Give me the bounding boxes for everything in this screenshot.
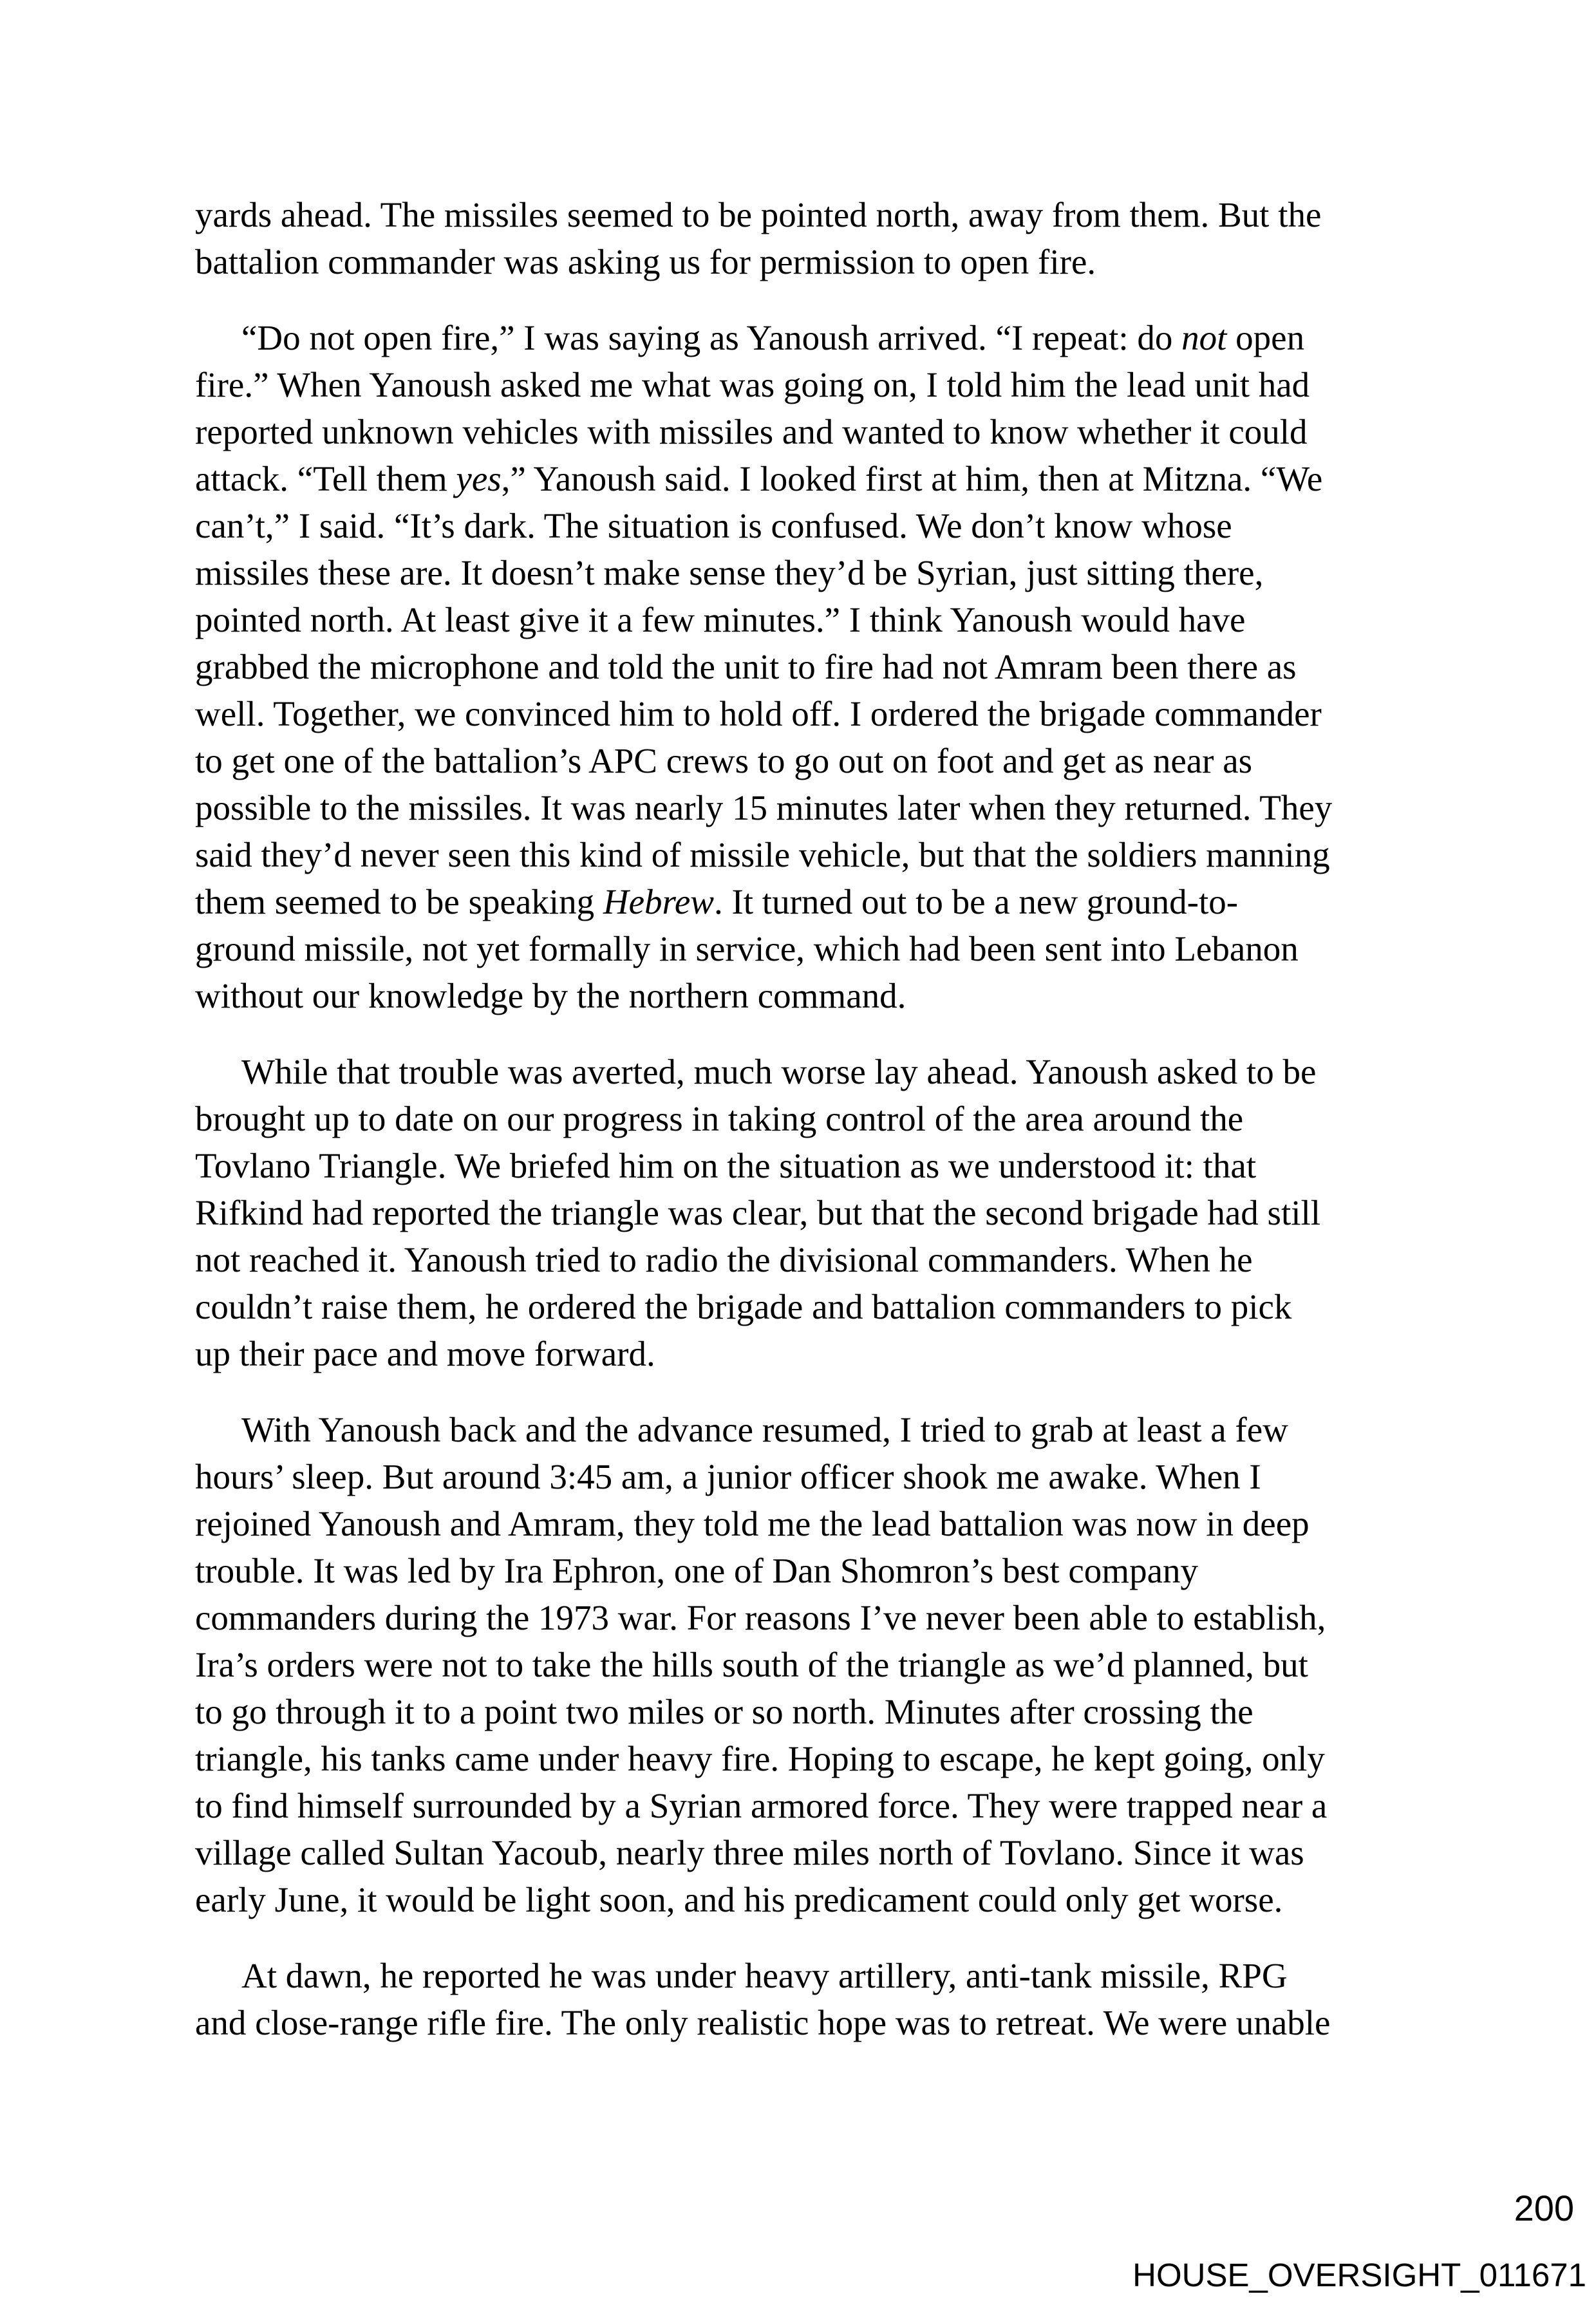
text-line [195, 1688, 1425, 1735]
text-line [195, 1999, 1425, 2046]
text-run: not reached it. Yanoush tried to radio the divisional commanders. When he [195, 1240, 1253, 1279]
text-line [195, 784, 1425, 831]
text-run: missiles these are. It doesn’t make sense they’d be Syrian, just sitting there, [195, 553, 1264, 592]
text-run: With Yanoush back and the advance resumed, I tried to grab at least a few [241, 1410, 1288, 1449]
text-run: without our knowledge by the northern command. [195, 976, 906, 1015]
text-line [195, 1876, 1425, 1923]
paragraph [195, 314, 1425, 1019]
italic-text-run: not [1181, 318, 1227, 357]
text-line [195, 361, 1425, 408]
italic-text-run: Hebrew [603, 882, 714, 921]
text-run: to find himself surrounded by a Syrian armored force. They were trapped near a [195, 1786, 1328, 1825]
text-line [195, 878, 1425, 925]
text-run: to go through it to a point two miles or so north. Minutes after crossing the [195, 1692, 1253, 1731]
text-run: to get one of the battalion’s APC crews to go out on foot and get as near as [195, 741, 1253, 780]
text-line [195, 643, 1425, 690]
text-run: them seemed to be speaking [195, 882, 603, 921]
text-line [195, 1406, 1425, 1453]
text-line [195, 1641, 1425, 1688]
text-line [195, 1453, 1425, 1500]
text-run: pointed north. At least give it a few minutes.” I think Yanoush would have [195, 600, 1246, 639]
text-run: and close-range rifle fire. The only realistic hope was to retreat. We were unable [195, 2003, 1331, 2042]
text-line [195, 1829, 1425, 1876]
text-run: hours’ sleep. But around 3:45 am, a junior officer shook me awake. When I [195, 1457, 1261, 1496]
text-run: reported unknown vehicles with missiles and wanted to know whether it could [195, 412, 1308, 451]
paragraph [195, 191, 1425, 285]
text-run: attack. “Tell them [195, 459, 456, 498]
text-line [195, 1547, 1425, 1594]
text-line [195, 1095, 1425, 1142]
text-run: brought up to date on our progress in taking control of the area around the [195, 1099, 1244, 1138]
text-run: While that trouble was averted, much worse lay ahead. Yanoush asked to be [241, 1052, 1317, 1091]
text-line [195, 238, 1425, 285]
text-line [195, 737, 1425, 784]
bates-stamp: HOUSE_OVERSIGHT_011671 [1132, 2257, 1586, 2293]
text-run: battalion commander was asking us for permission to open fire. [195, 242, 1096, 281]
text-run: commanders during the 1973 war. For reasons I’ve never been able to establish, [195, 1598, 1326, 1637]
text-run: village called Sultan Yacoub, nearly three miles north of Tovlano. Since it was [195, 1833, 1304, 1872]
text-line [195, 1735, 1425, 1782]
text-run: yards ahead. The missiles seemed to be pointed north, away from them. But the [195, 195, 1322, 234]
text-run: said they’d never seen this kind of missile vehicle, but that the soldiers manning [195, 835, 1330, 874]
text-line [195, 549, 1425, 596]
text-run: ,” Yanoush said. I looked first at him, then at Mitzna. “We [501, 459, 1323, 498]
text-run: open [1226, 318, 1305, 357]
text-run: Rifkind had reported the triangle was clear, but that the second brigade had still [195, 1193, 1321, 1232]
text-run: triangle, his tanks came under heavy fire. Hoping to escape, he kept going, only [195, 1739, 1325, 1778]
text-run: can’t,” I said. “It’s dark. The situation is confused. We don’t know whose [195, 506, 1232, 545]
text-run: fire.” When Yanoush asked me what was going on, I told him the lead unit had [195, 365, 1310, 404]
text-line [195, 455, 1425, 502]
document-body [195, 191, 1425, 2046]
text-line [195, 314, 1425, 361]
text-run: possible to the missiles. It was nearly 15 minutes later when they returned. They [195, 788, 1333, 827]
text-run: couldn’t raise them, he ordered the brigade and battalion commanders to pick [195, 1287, 1292, 1326]
text-line [195, 925, 1425, 972]
text-run: trouble. It was led by Ira Ephron, one of Dan Shomron’s best company [195, 1551, 1198, 1590]
text-run: Tovlano Triangle. We briefed him on the situation as we understood it: that [195, 1146, 1257, 1185]
text-line [195, 1500, 1425, 1547]
paragraph [195, 1048, 1425, 1377]
text-run: ground missile, not yet formally in service, which had been sent into Lebanon [195, 929, 1299, 968]
text-run: At dawn, he reported he was under heavy artillery, anti-tank missile, RPG [241, 1956, 1288, 1995]
text-line [195, 596, 1425, 643]
text-run: rejoined Yanoush and Amram, they told me the lead battalion was now in deep [195, 1504, 1310, 1543]
text-line [195, 1283, 1425, 1330]
page-number: 200 [1514, 2188, 1574, 2228]
italic-text-run: yes [456, 459, 502, 498]
text-line [195, 1330, 1425, 1377]
text-line [195, 502, 1425, 549]
text-line [195, 690, 1425, 737]
text-line [195, 972, 1425, 1019]
text-line [195, 831, 1425, 878]
text-line [195, 1236, 1425, 1283]
text-line [195, 1594, 1425, 1641]
paragraph [195, 1952, 1425, 2046]
text-line [195, 1189, 1425, 1236]
text-line [195, 408, 1425, 455]
text-line [195, 1782, 1425, 1829]
text-run: up their pace and move forward. [195, 1334, 655, 1373]
text-run: grabbed the microphone and told the unit to fire had not Amram been there as [195, 647, 1297, 686]
text-line [195, 1142, 1425, 1189]
text-run: early June, it would be light soon, and his predicament could only get worse. [195, 1880, 1283, 1919]
text-run: well. Together, we convinced him to hold off. I ordered the brigade commander [195, 694, 1322, 733]
text-run: Ira’s orders were not to take the hills south of the triangle as we’d planned, but [195, 1645, 1308, 1684]
paragraph [195, 1406, 1425, 1923]
text-line [195, 1952, 1425, 1999]
text-run: . It turned out to be a new ground-to- [713, 882, 1239, 921]
text-line [195, 191, 1425, 238]
text-line [195, 1048, 1425, 1095]
text-run: “Do not open fire,” I was saying as Yanoush arrived. “I repeat: do [241, 318, 1182, 357]
